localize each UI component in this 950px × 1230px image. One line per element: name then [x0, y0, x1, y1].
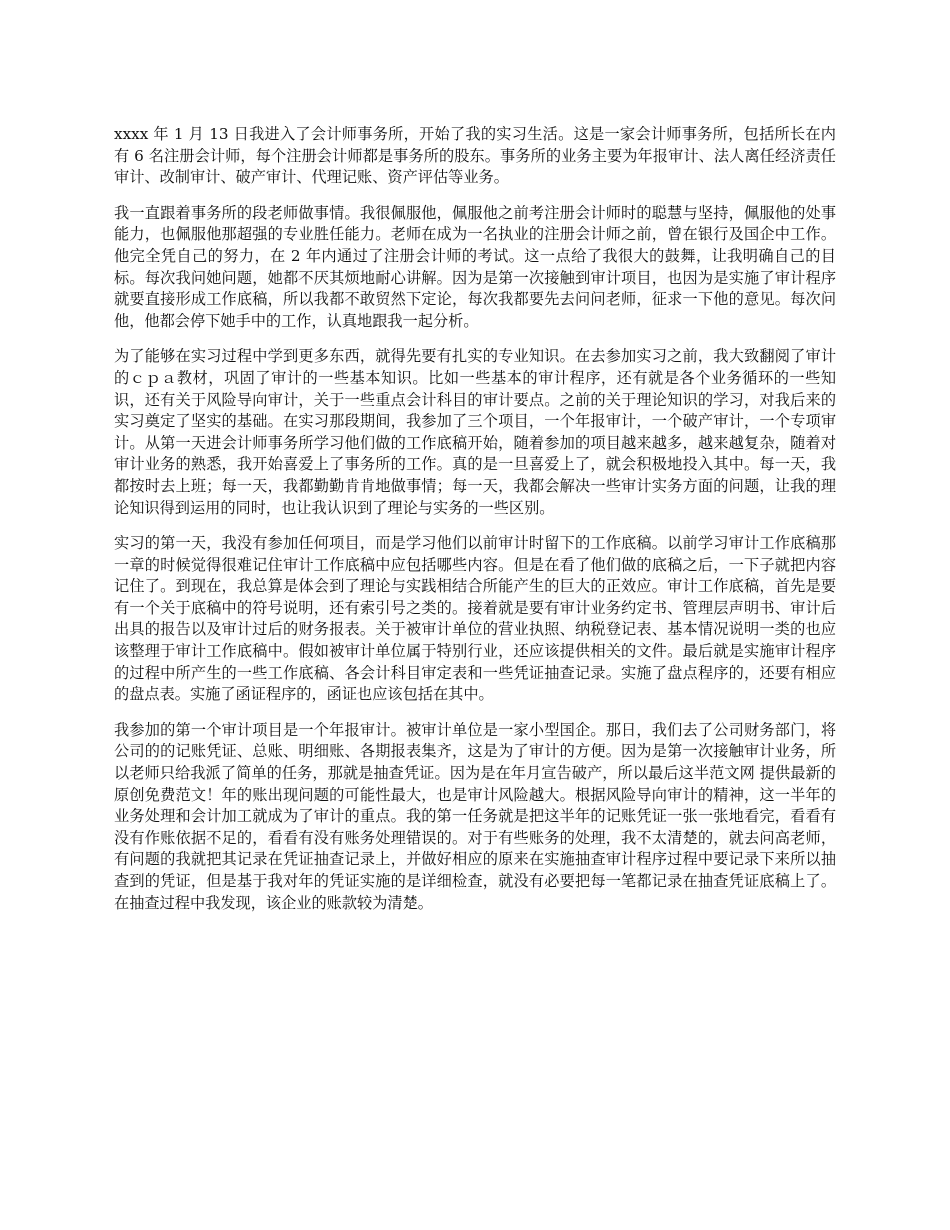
paragraph-intro: xxxx 年 1 月 13 日我进入了会计师事务所，开始了我的实习生活。这是一家会计师事务所，包括所长在内有 6 名注册会计师，每个注册会计师都是事务所的股东。事务所的业务主要为年报审计、法人离任经济责任审计、改制审计、破产审计、代理记账、资产评估等业务。	[114, 125, 836, 187]
paragraph-preparation: 为了能够在实习过程中学到更多东西，就得先要有扎实的专业知识。在去参加实习之前，我大致翻阅了审计的ｃｐａ教材，巩固了审计的一些基本知识。比如一些基本的审计程序，还有就是各个业务循环的一些知识，还有关于风险导向审计，关于一些重点会计科目的审计要点。之前的关于理论知识的学习，对我后来的实习奠定了坚实的基础。在实习那段期间，我参加了三个项目，一个年报审计，一个破产审计，一个专项审计。从第一天进会计师事务所学习他们做的工作底稿开始，随着参加的项目越来越多，越来越复杂，随着对审计业务的熟悉，我开始喜爱上了事务所的工作。真的是一旦喜爱上了，就会积极地投入其中。每一天，我都按时去上班；每一天，我都勤勤肯肯地做事情；每一天，我都会解决一些审计实务方面的问题，让我的理论知识得到运用的同时，也让我认识到了理论与实务的一些区别。	[114, 347, 836, 517]
paragraph-mentor: 我一直跟着事务所的段老师做事情。我很佩服他，佩服他之前考注册会计师时的聪慧与坚持，佩服他的处事能力，也佩服他那超强的专业胜任能力。老师在成为一名执业的注册会计师之前，曾在银行及国企中工作。他完全凭自己的努力，在 2 年内通过了注册会计师的考试。这一点给了我很大的鼓舞，让我明确自己的目标。每次我问她问题，她都不厌其烦地耐心讲解。因为是第一次接触到审计项目，也因为是实施了审计程序就要直接形成工作底稿，所以我都不敢贸然下定论，每次我都要先去问问老师，征求一下他的意见。每次问他，他都会停下她手中的工作，认真地跟我一起分析。	[114, 203, 836, 330]
paragraph-first-day: 实习的第一天，我没有参加任何项目，而是学习他们以前审计时留下的工作底稿。以前学习审计工作底稿那一章的时候觉得很难记住审计工作底稿中应包括哪些内容。但是在看了他们做的底稿之后，一下子就把内容记住了。到现在，我总算是体会到了理论与实践相结合所能产生的巨大的正效应。审计工作底稿，首先是要有一个关于底稿中的符号说明，还有索引号之类的。接着就是要有审计业务约定书、管理层声明书、审计后出具的报告以及审计过后的财务报表。关于被审计单位的营业执照、纳税登记表、基本情况说明一类的也应该整理于审计工作底稿中。假如被审计单位属于特别行业，还应该提供相关的文件。最后就是实施审计程序的过程中所产生的一些工作底稿、各会计科目审定表和一些凭证抽查记录。实施了盘点程序的，还要有相应的盘点表。实施了函证程序的，函证也应该包括在其中。	[114, 534, 836, 704]
document-body	[114, 124, 836, 928]
paragraph-first-project: 我参加的第一个审计项目是一个年报审计。被审计单位是一家小型国企。那日，我们去了公司财务部门，将公司的的记账凭证、总账、明细账、各期报表集齐，这是为了审计的方便。因为是第一次接触审计业务，所以老师只给我派了简单的任务，那就是抽查凭证。因为是在年月宣告破产，所以最后这半范文网 提供最新的原创免费范文！年的账出现问题的可能性最大，也是审计风险越大。根据风险导向审计的精神，这一半年的业务处理和会计加工就成为了审计的重点。我的第一任务就是把这半年的记账凭证一张一张地看完，看看有没有作账依据不足的，看看有没有账务处理错误的。对于有些账务的处理，我不太清楚的，就去问高老师，有问题的我就把其记录在凭证抽查记录上，并做好相应的原来在实施抽查审计程序过程中要记录下来所以抽查到的凭证，但是基于我对年的凭证实施的是详细检查，就没有必要把每一笔都记录在抽查凭证底稿上了。在抽查过程中我发现，该企业的账款较为清楚。	[114, 720, 836, 912]
